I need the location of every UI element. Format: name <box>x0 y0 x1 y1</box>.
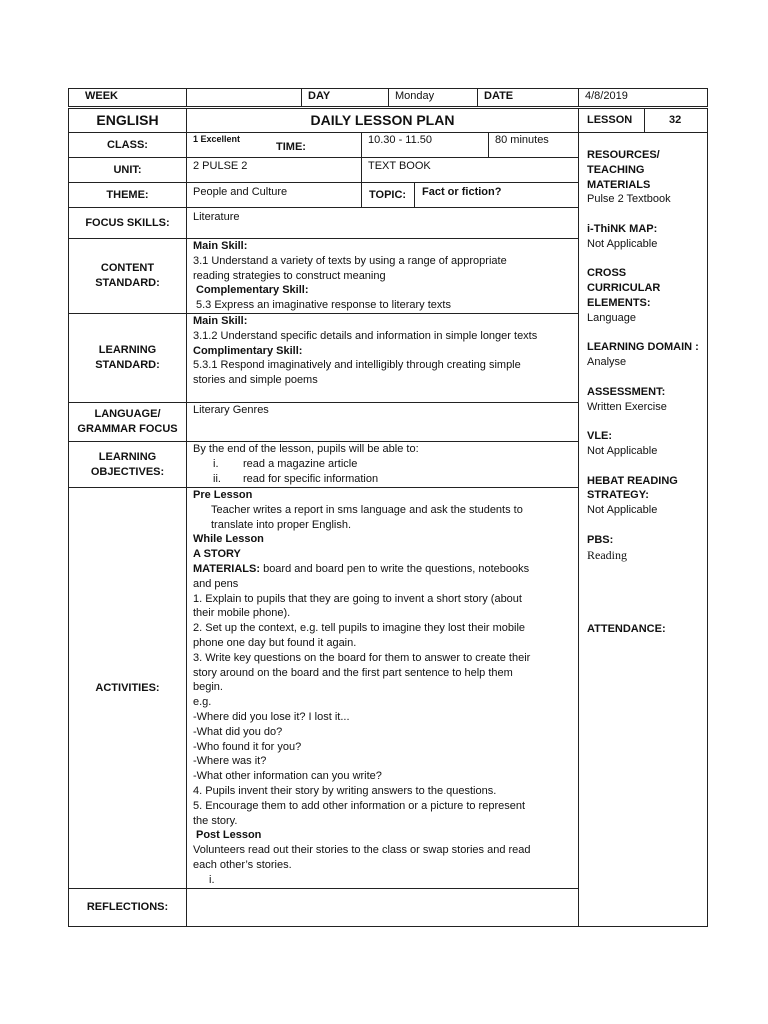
class-value-cell <box>186 132 362 158</box>
objectives-intro: By the end of the lesson, pupils will be able to: <box>193 443 419 455</box>
learning-complimentary-heading: Complimentary Skill: <box>193 344 303 357</box>
day-label: DAY <box>308 90 331 102</box>
content-standard-label-2: STANDARD: <box>95 277 160 289</box>
resources-label-3: MATERIALS <box>587 178 651 191</box>
pbs-value: Reading <box>587 547 627 562</box>
objective-text: read for specific information <box>243 472 379 485</box>
date-value-cell <box>578 88 708 107</box>
lesson-label-cell <box>578 108 645 133</box>
activities-label-cell <box>68 487 187 889</box>
resources-sidebar <box>578 132 708 927</box>
objectives-value-cell <box>186 441 579 488</box>
pre-lesson-line-2: translate into proper English. <box>211 518 352 531</box>
while-lesson-heading: While Lesson <box>193 533 264 546</box>
objectives-label-cell <box>68 441 187 488</box>
step-5-line-2: the story. <box>193 814 238 827</box>
date-label: DATE <box>484 90 514 102</box>
reflections-value-cell <box>186 888 579 927</box>
learning-standard-label-cell <box>68 313 187 403</box>
theme-value: People and Culture <box>193 186 288 198</box>
post-lesson-item: i. <box>209 873 215 886</box>
week-label-cell <box>68 88 187 107</box>
hebat-reading-label-2: STRATEGY: <box>587 489 649 502</box>
day-value: Monday <box>395 90 435 102</box>
step-3-line-3: begin. <box>193 681 223 694</box>
objective-number: ii. <box>213 472 221 485</box>
plan-title-cell <box>186 108 579 133</box>
focus-skills-value: Literature <box>193 211 240 223</box>
theme-value-cell <box>186 182 362 208</box>
question-2: -What did you do? <box>193 725 283 738</box>
resources-value: Pulse 2 Textbook <box>587 193 671 206</box>
story-heading: A STORY <box>193 548 241 561</box>
class-label: CLASS: <box>107 138 148 151</box>
content-complementary-heading: Complementary Skill: <box>196 284 309 297</box>
learning-standard-label-2: STANDARD: <box>95 359 160 371</box>
learning-standard-label-1: LEARNING <box>98 344 157 356</box>
focus-skills-label: FOCUS SKILLS: <box>85 216 170 229</box>
day-value-cell <box>388 88 478 107</box>
hebat-reading-label-1: HEBAT READING <box>587 474 678 487</box>
step-2-line-2: phone one day but found it again. <box>193 636 357 649</box>
language-focus-label-1: LANGUAGE/ <box>94 408 161 420</box>
class-label-cell <box>68 132 187 158</box>
step-1-line-1: 1. Explain to pupils that they are going to invent a short story (about <box>193 592 522 605</box>
assessment-value: Written Exercise <box>587 400 667 413</box>
page-title: DAILY LESSON PLAN <box>310 112 455 128</box>
cross-curricular-label-1: CROSS CURRICULAR <box>587 267 661 295</box>
step-5-line-1: 5. Encourage them to add other information or a picture to represent <box>193 799 526 812</box>
lesson-value: 32 <box>669 114 682 126</box>
time-value-cell <box>361 132 489 158</box>
content-standard-label-1: CONTENT <box>100 262 155 274</box>
learning-domain-label: LEARNING DOMAIN : <box>587 341 699 354</box>
step-3-line-2: story around on the board and the first part sentence to help them <box>193 666 513 679</box>
post-lesson-line-1: Volunteers read out their stories to the class or swap stories and read <box>193 844 531 857</box>
unit-value-cell <box>186 157 362 183</box>
learning-standard-value-cell <box>186 313 579 403</box>
cross-curricular-value: Language <box>587 311 636 324</box>
question-4: -Where was it? <box>193 755 267 768</box>
language-focus-label-2: GRAMMAR FOCUS <box>77 423 178 435</box>
topic-label-cell <box>361 182 415 208</box>
reflections-label-cell <box>68 888 187 927</box>
time-label: TIME: <box>276 141 306 153</box>
duration-cell <box>488 132 579 158</box>
question-5: -What other information can you write? <box>193 770 382 783</box>
date-value: 4/8/2019 <box>585 90 628 102</box>
activities-value-cell <box>186 487 579 889</box>
example-label: e.g. <box>193 696 212 709</box>
objectives-label-1: LEARNING <box>98 450 157 463</box>
learning-main-skill-heading: Main Skill: <box>193 315 248 327</box>
pre-lesson-line-1: Teacher writes a report in sms language and ask the students to <box>211 503 523 516</box>
topic-value: Fact or fiction? <box>422 186 502 198</box>
language-focus-value: Literary Genres <box>193 404 269 416</box>
step-3-line-1: 3. Write key questions on the board for them to answer to create their <box>193 651 531 664</box>
lesson-label: LESSON <box>587 114 633 126</box>
vle-label: VLE: <box>587 430 613 443</box>
step-4: 4. Pupils invent their story by writing answers to the questions. <box>193 784 497 797</box>
class-value: 1 Excellent <box>193 134 241 144</box>
learning-complimentary-line-1: 5.3.1 Respond imaginatively and intelligibly through creating simple <box>193 359 521 372</box>
reflections-label: REFLECTIONS: <box>86 901 169 913</box>
post-lesson-line-2: each other’s stories. <box>193 858 292 871</box>
materials-line <box>193 562 572 577</box>
objective-item <box>193 457 572 472</box>
objectives-label-2: OBJECTIVES: <box>90 465 165 478</box>
content-main-skill-heading: Main Skill: <box>193 240 248 252</box>
textbook-value: TEXT BOOK <box>368 160 431 172</box>
time-value: 10.30 - 11.50 <box>368 134 433 146</box>
vle-value: Not Applicable <box>587 444 658 457</box>
learning-complimentary-line-2: stories and simple poems <box>193 374 318 387</box>
date-label-cell <box>477 88 579 107</box>
step-1-line-2: their mobile phone). <box>193 607 291 620</box>
step-2-line-1: 2. Set up the context, e.g. tell pupils to imagine they lost their mobile <box>193 622 526 635</box>
question-3: -Who found it for you? <box>193 740 302 753</box>
question-1: -Where did you lose it? I lost it... <box>193 710 350 723</box>
content-main-skill-line-1: 3.1 Understand a variety of texts by using a range of appropriate <box>193 254 507 267</box>
content-main-skill-line-2: reading strategies to construct meaning <box>193 269 386 282</box>
content-standard-value-cell <box>186 238 579 314</box>
attendance-label: ATTENDANCE: <box>587 622 666 635</box>
cross-curricular-label-2: ELEMENTS: <box>587 296 651 309</box>
unit-label-cell <box>68 157 187 183</box>
unit-label: UNIT: <box>113 163 142 176</box>
theme-label: THEME: <box>106 188 149 201</box>
language-focus-value-cell <box>186 402 579 442</box>
objective-number: i. <box>213 457 219 470</box>
assessment-label: ASSESSMENT: <box>587 385 666 398</box>
resources-label-1: RESOURCES/ <box>587 149 660 161</box>
resources-label-2: TEACHING <box>587 163 645 176</box>
lesson-value-cell <box>644 108 708 133</box>
materials-text: board and board pen to write the questions, notebooks <box>260 562 530 575</box>
subject-title: ENGLISH <box>96 112 159 128</box>
post-lesson-heading: Post Lesson <box>196 829 262 842</box>
topic-value-cell <box>414 182 579 208</box>
objective-item <box>193 472 572 487</box>
duration-value: 80 minutes <box>495 134 549 146</box>
focus-skills-value-cell <box>186 207 579 239</box>
think-map-value: Not Applicable <box>587 237 658 250</box>
content-standard-label-cell <box>68 238 187 314</box>
focus-skills-label-cell <box>68 207 187 239</box>
objective-text: read a magazine article <box>243 457 358 470</box>
pbs-label: PBS: <box>587 533 614 546</box>
content-complementary-line-1: 5.3 Express an imaginative response to literary texts <box>196 299 451 312</box>
learning-main-skill-line-1: 3.1.2 Understand specific details and information in simple longer texts <box>193 329 538 342</box>
theme-label-cell <box>68 182 187 208</box>
topic-label: TOPIC: <box>369 189 407 201</box>
week-value-cell <box>186 88 302 107</box>
textbook-cell <box>361 157 579 183</box>
materials-label: MATERIALS: <box>193 562 261 575</box>
think-map-label: i-ThiNK MAP: <box>587 222 658 235</box>
subject-cell <box>68 108 187 133</box>
pre-lesson-heading: Pre Lesson <box>193 489 253 501</box>
activities-label: ACTIVITIES: <box>95 681 160 694</box>
materials-line-2: and pens <box>193 577 239 590</box>
learning-domain-value: Analyse <box>587 356 627 369</box>
language-focus-label-cell <box>68 402 187 442</box>
hebat-reading-value: Not Applicable <box>587 504 658 517</box>
day-label-cell <box>301 88 389 107</box>
week-label: WEEK <box>85 90 118 102</box>
unit-value: 2 PULSE 2 <box>193 160 248 172</box>
